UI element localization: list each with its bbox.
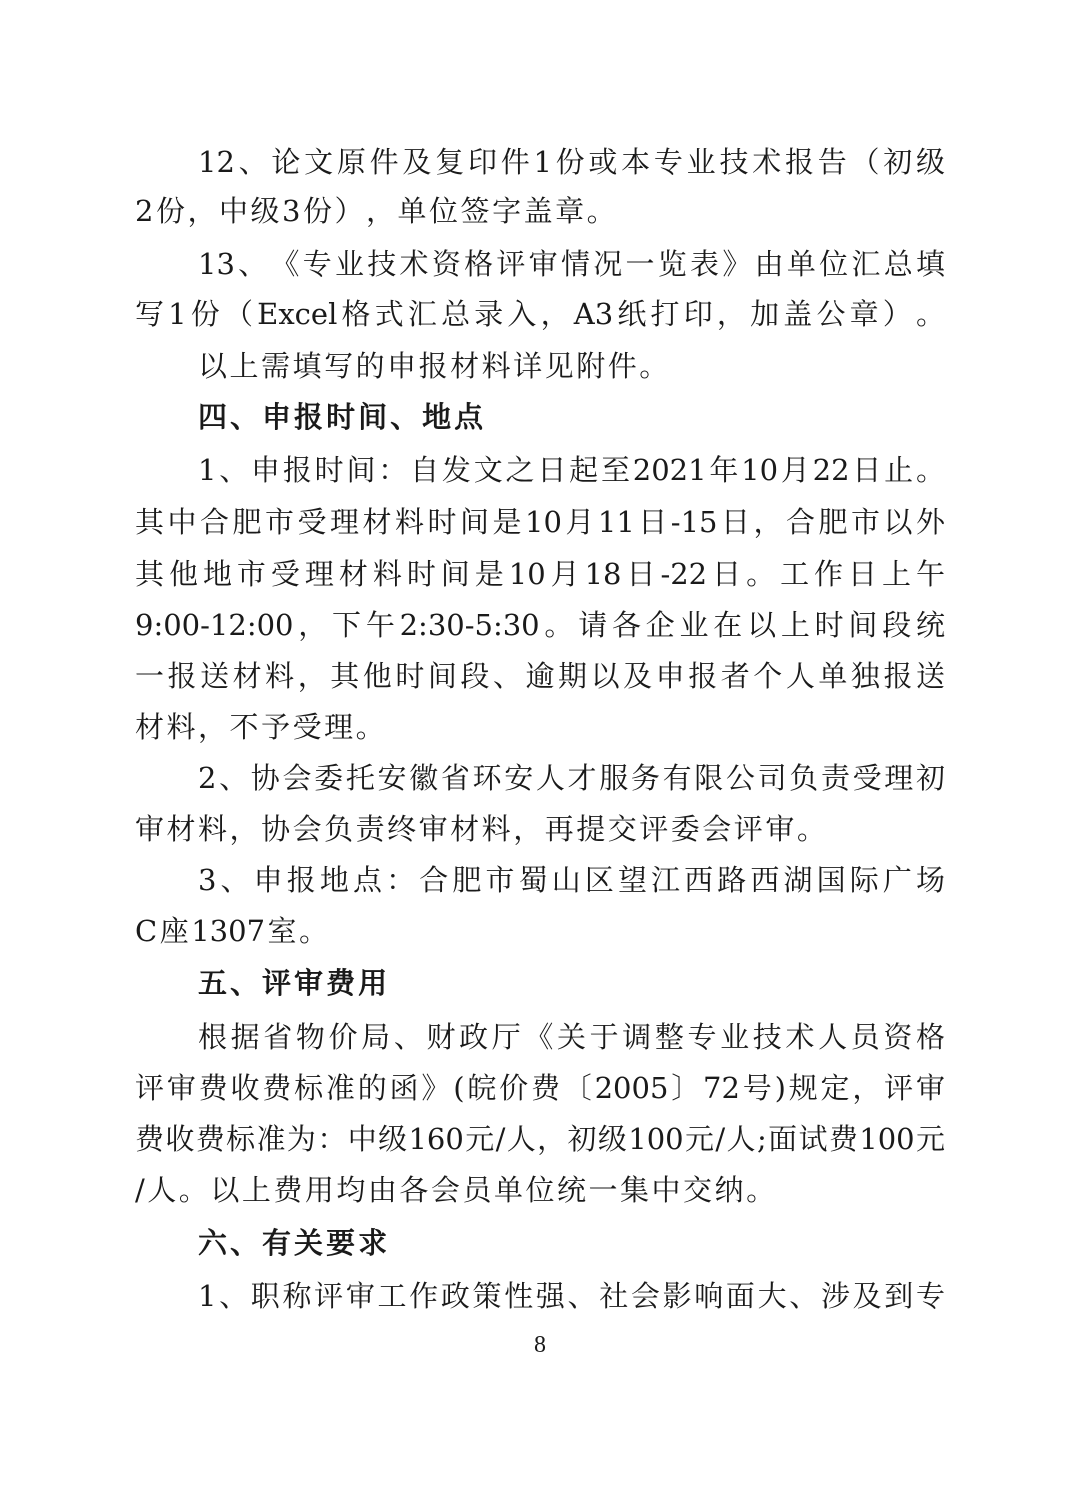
text-line: 费 收 费 标 准 为 ： 中 级 160 元 / 人 ， 初 级 100 元 / 人 ; 面 试 费 100 元 (135, 1122, 945, 1156)
text-line: 评 审 费 收 费 标 准 的 函 》 ( 皖 价 费 〔 2005 〕 72 号 ) 规 定 ， 评 审 (135, 1071, 945, 1105)
text-line: 2 份 ， 中 级 3 份 ） ， 单 位 签 字 盖 章 。 (135, 194, 616, 228)
text-line: 3 、 申 报 地 点 ： 合 肥 市 蜀 山 区 望 江 西 路 西 湖 国 际 广 场 (198, 863, 945, 897)
page-number: 8 (534, 1332, 546, 1358)
text-line: 写 1 份 （ Excel 格 式 汇 总 录 入 ， A3 纸 打 印 ， 加 盖 公 章 ） 。 (135, 297, 945, 331)
text-line: C 座 1307 室 。 (135, 914, 329, 948)
text-line: 其 他 地 市 受 理 材 料 时 间 是 10 月 18 日 -22 日 。 工 作 日 上 午 (135, 557, 945, 591)
text-line: 13 、 《 专 业 技 术 资 格 评 审 情 况 一 览 表 》 由 单 位 汇 总 填 (198, 247, 945, 281)
text-line: 2 、 协 会 委 托 安 徽 省 环 安 人 才 服 务 有 限 公 司 负 责 受 理 初 (198, 761, 945, 795)
text-line: 9:00-12:00 ， 下 午 2:30-5:30 。 请 各 企 业 在 以 上 时 间 段 统 (135, 608, 945, 642)
text-line: 材 料 ， 不 予 受 理 。 (135, 710, 385, 744)
section-heading: 五 、 评 审 费 用 (198, 966, 390, 1000)
text-line: 1 、 职 称 评 审 工 作 政 策 性 强 、 社 会 影 响 面 大 、 涉 及 到 专 (198, 1279, 945, 1313)
text-line: 审 材 料 ， 协 会 负 责 终 审 材 料 ， 再 提 交 评 委 会 评 审 。 (135, 812, 826, 846)
text-line: 根 据 省 物 价 局 、 财 政 厅 《 关 于 调 整 专 业 技 术 人 员 资 格 (198, 1020, 945, 1054)
text-line: 一 报 送 材 料 ， 其 他 时 间 段 、 逾 期 以 及 申 报 者 个 人 单 独 报 送 (135, 659, 945, 693)
text-line: 1 、 申 报 时 间 ： 自 发 文 之 日 起 至 2021 年 10 月 22 日 止 。 (198, 453, 945, 487)
section-heading: 六 、 有 关 要 求 (198, 1226, 390, 1260)
text-line: / 人 。 以 上 费 用 均 由 各 会 员 单 位 统 一 集 中 交 纳 。 (135, 1173, 776, 1207)
text-line: 其 中 合 肥 市 受 理 材 料 时 间 是 10 月 11 日 -15 日 ， 合 肥 市 以 外 (135, 505, 945, 539)
text-line: 以 上 需 填 写 的 申 报 材 料 详 见 附 件 。 (198, 349, 669, 383)
text-line: 12 、 论 文 原 件 及 复 印 件 1 份 或 本 专 业 技 术 报 告 （ 初 级 (198, 145, 945, 179)
section-heading: 四 、 申 报 时 间 、 地 点 (198, 400, 486, 434)
